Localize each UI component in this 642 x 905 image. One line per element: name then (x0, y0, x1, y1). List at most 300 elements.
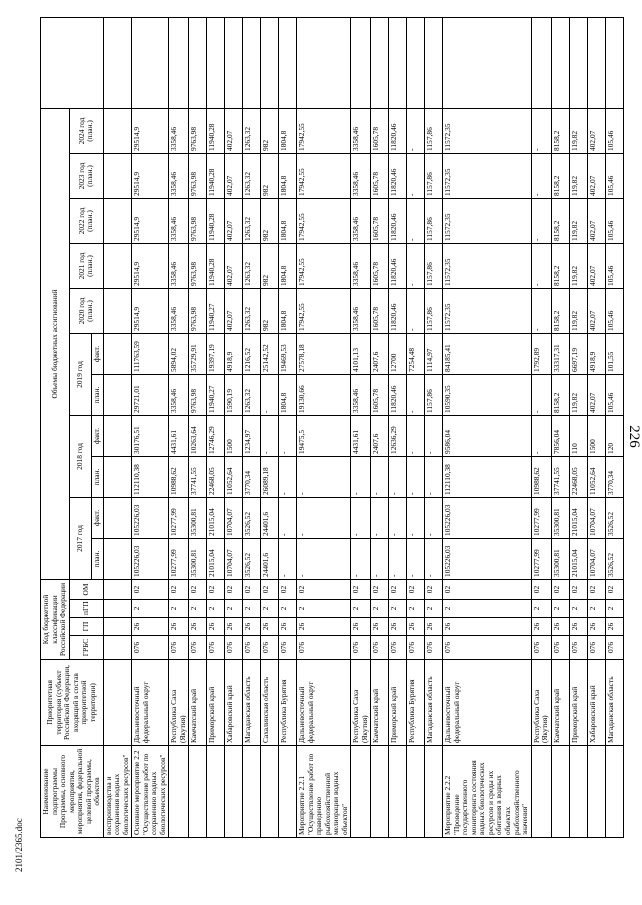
cell-value: 10277,99 (169, 538, 189, 579)
cell-value: 26 (569, 618, 587, 636)
cell-value: 8158,2 (551, 108, 569, 153)
cell-value: 26 (243, 618, 261, 636)
cell-value: 2 (587, 600, 605, 618)
cell-value: 105,46 (605, 108, 623, 153)
cell-value: 11572,35 (443, 153, 531, 198)
cell-value: - (279, 415, 297, 456)
cell-value: 2407,6 (371, 415, 389, 456)
cell-value (351, 17, 371, 108)
cell-value: 1605,78 (371, 153, 389, 198)
cell-name (605, 746, 623, 838)
cell-value (103, 333, 132, 374)
cell-value: 076 (407, 636, 425, 660)
cell-value: 2 (207, 600, 225, 618)
cell-territory: Магаданская область (425, 660, 443, 746)
cell-value: 076 (132, 636, 169, 660)
cell-value: 11940,28 (207, 153, 225, 198)
cell-value: - (371, 538, 389, 579)
header-2023: 2023 год (план.) (69, 153, 103, 198)
header-grbs: ГРБС (69, 636, 103, 660)
cell-value: 076 (569, 636, 587, 660)
cell-value: 11820,46 (389, 374, 407, 415)
cell-value: 02 (189, 579, 207, 599)
cell-value: 24401,6 (261, 538, 279, 579)
cell-value: 9763,98 (189, 153, 207, 198)
cell-value: 402,07 (587, 288, 605, 333)
cell-value: 10704,07 (587, 497, 605, 538)
table-row (297, 17, 351, 837)
cell-value: 4918,9 (587, 333, 605, 374)
cell-value: 02 (351, 579, 371, 599)
cell-value: 3358,46 (169, 243, 189, 288)
cell-value: 11572,35 (443, 243, 531, 288)
cell-value: 076 (297, 636, 351, 660)
cell-value: 402,07 (587, 374, 605, 415)
cell-value: 11572,35 (443, 198, 531, 243)
cell-value (531, 17, 551, 108)
cell-value: - (531, 374, 551, 415)
cell-value: 5894,02 (169, 333, 189, 374)
cell-value: 02 (261, 579, 279, 599)
cell-territory: Приморский край (389, 660, 407, 746)
cell-value (103, 636, 132, 660)
cell-value: 02 (225, 579, 243, 599)
cell-value: 35300,81 (189, 538, 207, 579)
cell-value: 105,46 (605, 243, 623, 288)
cell-value (261, 17, 279, 108)
header-2022: 2022 год (план.) (69, 198, 103, 243)
cell-value: 110 (569, 415, 587, 456)
cell-value: - (531, 415, 551, 456)
cell-value: - (261, 374, 279, 415)
cell-value: 37741,55 (551, 456, 569, 497)
cell-value: 3358,46 (351, 108, 371, 153)
cell-territory: Магаданская область (605, 660, 623, 746)
cell-name: Мероприятие 2.2.2 "Проведение государственного мониторинга состояния водных биологических ресурсов и среды их обитания в водных объектах рыбохозяйственного значения" (443, 746, 531, 838)
cell-value: 26 (605, 618, 623, 636)
cell-value: 12746,29 (207, 415, 225, 456)
cell-value: - (407, 243, 425, 288)
cell-value: 19397,19 (207, 333, 225, 374)
cell-value: 02 (297, 579, 351, 599)
cell-value: 3358,46 (351, 374, 371, 415)
table-row (169, 17, 189, 837)
cell-value: 1605,78 (371, 243, 389, 288)
cell-value (569, 17, 587, 108)
cell-value: 2 (605, 600, 623, 618)
cell-value: 3770,34 (605, 456, 623, 497)
cell-name: воспроизводства и сохранения водных биологических ресурсов" (103, 746, 132, 838)
cell-value: 9763,98 (189, 288, 207, 333)
cell-value: 2 (297, 600, 351, 618)
cell-territory: Дальневосточный федеральный округ (132, 660, 169, 746)
cell-value: 22468,05 (207, 456, 225, 497)
table-row (443, 17, 531, 837)
cell-value: 10277,99 (531, 538, 551, 579)
cell-value: 11052,64 (587, 456, 605, 497)
cell-value (103, 456, 132, 497)
cell-value: - (351, 497, 371, 538)
header-pgp: пГП (69, 600, 103, 618)
cell-value: 076 (243, 636, 261, 660)
cell-value: 11820,46 (389, 288, 407, 333)
cell-value: 19475,5 (297, 415, 351, 456)
cell-value: 402,07 (225, 288, 243, 333)
cell-value: - (407, 374, 425, 415)
cell-value: - (425, 415, 443, 456)
cell-value: 10704,07 (587, 538, 605, 579)
cell-value: 4431,61 (351, 415, 371, 456)
cell-value: - (425, 538, 443, 579)
cell-value: 26 (169, 618, 189, 636)
header-2019-plan: план. (92, 374, 104, 415)
cell-value: 26 (443, 618, 531, 636)
cell-value: 2 (371, 600, 389, 618)
cell-value: 8158,2 (551, 153, 569, 198)
cell-value: 2 (243, 600, 261, 618)
header-om: ОМ (69, 579, 103, 599)
cell-value: 105,46 (605, 198, 623, 243)
page-number: 226 (625, 425, 642, 448)
cell-value: 02 (279, 579, 297, 599)
cell-value: - (371, 497, 389, 538)
cell-value: 2 (225, 600, 243, 618)
cell-value: - (531, 153, 551, 198)
cell-value: 27578,18 (297, 333, 351, 374)
cell-value: 3358,46 (169, 198, 189, 243)
cell-value: 10277,99 (169, 497, 189, 538)
cell-value (103, 415, 132, 456)
table-row (132, 17, 169, 837)
cell-territory: Дальневосточный федеральный округ (443, 660, 531, 746)
cell-value (389, 17, 407, 108)
cell-value (103, 497, 132, 538)
cell-territory: Республика Бурятия (407, 660, 425, 746)
cell-value: 11820,46 (389, 243, 407, 288)
cell-value: 076 (389, 636, 407, 660)
cell-value: 076 (225, 636, 243, 660)
cell-value: 2 (169, 600, 189, 618)
header-gp: ГП (69, 618, 103, 636)
table-row (569, 17, 587, 837)
cell-value: 9763,98 (189, 243, 207, 288)
cell-value: 26 (425, 618, 443, 636)
cell-value (443, 17, 531, 108)
table-row (243, 17, 261, 837)
cell-value (103, 108, 132, 153)
table-row (389, 17, 407, 837)
table-row (225, 17, 243, 837)
cell-value: 26 (189, 618, 207, 636)
cell-value: 8158,2 (551, 198, 569, 243)
cell-value: 9586,04 (443, 415, 531, 456)
cell-value: 3358,46 (169, 153, 189, 198)
cell-value: 11820,46 (389, 108, 407, 153)
cell-value: 402,07 (225, 198, 243, 243)
cell-value: - (371, 456, 389, 497)
cell-value: 7254,48 (407, 333, 425, 374)
cell-value: 119,82 (569, 243, 587, 288)
table-row (279, 17, 297, 837)
cell-value: 1216,52 (243, 333, 261, 374)
cell-value: 111763,59 (132, 333, 169, 374)
cell-name (569, 746, 587, 838)
cell-value (225, 17, 243, 108)
cell-value (103, 618, 132, 636)
cell-territory: Приморский край (207, 660, 225, 746)
cell-value: - (279, 456, 297, 497)
cell-value: 8158,2 (551, 288, 569, 333)
cell-value: 11940,27 (207, 374, 225, 415)
cell-value: 02 (132, 579, 169, 599)
cell-value: 1804,8 (279, 198, 297, 243)
cell-value: 37741,55 (189, 456, 207, 497)
cell-value: 1804,8 (279, 243, 297, 288)
cell-value: 29514,9 (132, 198, 169, 243)
cell-value: 105226,03 (443, 497, 531, 538)
cell-value: 30176,51 (132, 415, 169, 456)
table-row (261, 17, 279, 837)
cell-value: 1804,8 (279, 374, 297, 415)
cell-value: 1792,89 (531, 333, 551, 374)
cell-value: 17942,55 (297, 198, 351, 243)
cell-value: - (407, 456, 425, 497)
cell-value: 12636,29 (389, 415, 407, 456)
cell-territory: Сахалинская область (261, 660, 279, 746)
cell-value: 11572,35 (443, 288, 531, 333)
cell-value (371, 17, 389, 108)
cell-value: 02 (605, 579, 623, 599)
cell-value: 1263,32 (243, 374, 261, 415)
cell-territory: Камчатский край (551, 660, 569, 746)
cell-value: 26 (587, 618, 605, 636)
cell-value: 1157,86 (425, 198, 443, 243)
table-row (587, 17, 605, 837)
header-2021: 2021 год (план.) (69, 243, 103, 288)
cell-value: 21015,04 (569, 538, 587, 579)
cell-value: 6697,19 (569, 333, 587, 374)
cell-territory: Хабаровский край (587, 660, 605, 746)
cell-value: 076 (605, 636, 623, 660)
cell-territory: Приморский край (569, 660, 587, 746)
cell-value (103, 579, 132, 599)
cell-value: 29514,9 (132, 153, 169, 198)
header-empty (41, 17, 104, 108)
cell-value: 3526,52 (605, 497, 623, 538)
cell-value: 402,07 (587, 108, 605, 153)
cell-value: 26 (279, 618, 297, 636)
cell-value: 26089,18 (261, 456, 279, 497)
cell-territory: Республика Бурятия (279, 660, 297, 746)
cell-territory: Магаданская область (243, 660, 261, 746)
cell-value: - (389, 497, 407, 538)
cell-value (189, 17, 207, 108)
cell-value: 7856,04 (551, 415, 569, 456)
cell-value: 2407,6 (371, 333, 389, 374)
cell-value: - (407, 288, 425, 333)
cell-value: 26 (407, 618, 425, 636)
cell-value: 10704,07 (225, 497, 243, 538)
cell-value (132, 17, 169, 108)
cell-value: 9763,98 (189, 108, 207, 153)
cell-value: 402,07 (587, 153, 605, 198)
cell-value: 402,07 (225, 108, 243, 153)
cell-value: 1500 (587, 415, 605, 456)
cell-territory: Хабаровский край (225, 660, 243, 746)
cell-value (169, 17, 189, 108)
cell-value: 10704,07 (225, 538, 243, 579)
cell-value: 02 (207, 579, 225, 599)
cell-value (103, 153, 132, 198)
cell-value: 1157,86 (425, 243, 443, 288)
cell-value: 4431,61 (169, 415, 189, 456)
cell-value: 1500 (225, 415, 243, 456)
cell-value: 105,46 (605, 288, 623, 333)
header-2018-fact: факт. (92, 415, 104, 456)
cell-name (407, 746, 425, 838)
cell-value: 02 (389, 579, 407, 599)
cell-value: 1605,78 (371, 288, 389, 333)
cell-value: 9763,98 (189, 198, 207, 243)
cell-value: 3358,46 (351, 153, 371, 198)
table-row (189, 17, 207, 837)
cell-value: - (407, 153, 425, 198)
cell-value: 21015,04 (569, 497, 587, 538)
cell-value: 2 (443, 600, 531, 618)
cell-value: 4918,9 (225, 333, 243, 374)
cell-value: 19130,66 (297, 374, 351, 415)
cell-value: 29514,9 (132, 108, 169, 153)
cell-value: 35729,91 (189, 333, 207, 374)
cell-value: - (297, 538, 351, 579)
cell-value: 29514,9 (132, 288, 169, 333)
cell-territory: Республика Саха (Якутия) (531, 660, 551, 746)
cell-value: 105,46 (605, 153, 623, 198)
cell-value: 02 (425, 579, 443, 599)
cell-value: 9763,98 (189, 374, 207, 415)
cell-value: - (297, 456, 351, 497)
cell-value: 26 (531, 618, 551, 636)
cell-value (605, 17, 623, 108)
header-2024: 2024 год (план.) (69, 108, 103, 153)
cell-territory: Камчатский край (371, 660, 389, 746)
cell-value: 1263,32 (243, 288, 261, 333)
cell-value: 02 (371, 579, 389, 599)
cell-value: 11940,28 (207, 243, 225, 288)
cell-value: 19469,53 (279, 333, 297, 374)
table-row (103, 17, 132, 837)
header-2017-plan: план. (92, 538, 104, 579)
cell-value: 2 (389, 600, 407, 618)
cell-value: 120 (605, 415, 623, 456)
cell-territory: Дальневосточный федеральный округ (297, 660, 351, 746)
cell-value: - (407, 415, 425, 456)
cell-territory: Республика Саха (Якутия) (169, 660, 189, 746)
cell-value: 3358,46 (169, 108, 189, 153)
cell-name (225, 746, 243, 838)
cell-value: 119,82 (569, 288, 587, 333)
cell-value: 105226,03 (443, 538, 531, 579)
cell-value: 1157,86 (425, 153, 443, 198)
table-body (103, 17, 623, 837)
cell-value: - (407, 108, 425, 153)
cell-value: 2 (351, 600, 371, 618)
header-2018: 2018 год (69, 415, 92, 497)
cell-territory (103, 660, 132, 746)
header-name: Наименование подпрограммы Программы, основного мероприятия, мероприятия, федеральной целевой программы, объектов (41, 746, 104, 838)
cell-value: 22468,05 (569, 456, 587, 497)
cell-value: 101,55 (605, 333, 623, 374)
cell-value: 35300,81 (189, 497, 207, 538)
cell-value: 402,07 (587, 198, 605, 243)
cell-value: 10988,62 (531, 456, 551, 497)
cell-value (297, 17, 351, 108)
cell-value: 076 (207, 636, 225, 660)
cell-name (243, 746, 261, 838)
cell-territory: Камчатский край (189, 660, 207, 746)
cell-value: 1263,32 (243, 153, 261, 198)
cell-value: 26 (297, 618, 351, 636)
cell-value: 076 (587, 636, 605, 660)
cell-value: 84185,41 (443, 333, 531, 374)
cell-value (279, 17, 297, 108)
cell-value: 02 (243, 579, 261, 599)
cell-value: 02 (531, 579, 551, 599)
cell-value: 10988,62 (169, 456, 189, 497)
table-row (351, 17, 371, 837)
cell-value: 17942,55 (297, 243, 351, 288)
header-2019: 2019 год (69, 333, 92, 415)
cell-value: 112110,38 (132, 456, 169, 497)
cell-value: - (531, 288, 551, 333)
cell-value: 2 (407, 600, 425, 618)
cell-value: 982 (261, 198, 279, 243)
cell-value: 3526,52 (243, 538, 261, 579)
header-2017: 2017 год (69, 497, 92, 579)
cell-value: 17942,55 (297, 288, 351, 333)
cell-value: 11820,46 (389, 198, 407, 243)
cell-value: - (279, 538, 297, 579)
cell-value: 1605,78 (371, 374, 389, 415)
cell-name (531, 746, 551, 838)
cell-value: - (407, 497, 425, 538)
cell-value: 2 (425, 600, 443, 618)
cell-value: 2 (132, 600, 169, 618)
cell-value: 02 (407, 579, 425, 599)
cell-value: 982 (261, 243, 279, 288)
cell-name (279, 746, 297, 838)
cell-value: 1263,32 (243, 243, 261, 288)
cell-value: 105,46 (605, 374, 623, 415)
cell-value: 21015,04 (207, 497, 225, 538)
cell-value: 26 (225, 618, 243, 636)
cell-value: 17942,55 (297, 108, 351, 153)
cell-value: 402,07 (587, 243, 605, 288)
document-footer: 2101/2365.doc (14, 818, 24, 872)
cell-value: - (425, 497, 443, 538)
cell-value: 02 (551, 579, 569, 599)
cell-value: - (389, 538, 407, 579)
cell-value: 982 (261, 108, 279, 153)
cell-value: 1605,78 (371, 198, 389, 243)
cell-value: 076 (531, 636, 551, 660)
cell-name: Основное мероприятие 2.2 "Осуществление работ по сохранению водных биологических ресурсов" (132, 746, 169, 838)
cell-value (103, 17, 132, 108)
cell-name (371, 746, 389, 838)
table-row (531, 17, 551, 837)
cell-value: 02 (587, 579, 605, 599)
cell-value: 26 (132, 618, 169, 636)
